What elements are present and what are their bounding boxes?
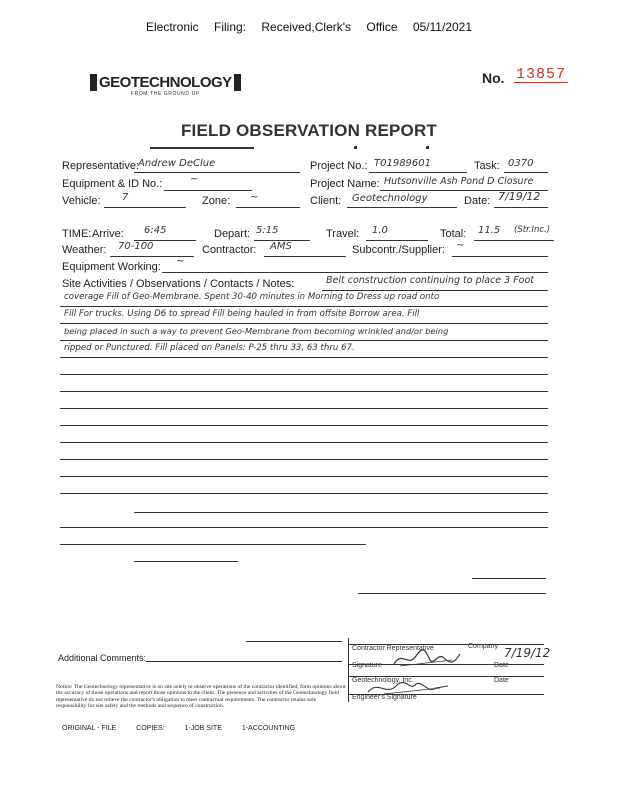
report-number-value: 13857 <box>516 66 567 83</box>
notes-rule <box>60 527 548 528</box>
page-title: FIELD OBSERVATION REPORT <box>180 121 438 140</box>
notes-rule <box>60 476 548 477</box>
client-line <box>347 207 457 208</box>
date-value[interactable]: 7/19/12 <box>498 190 541 203</box>
engineer-signature-label: Engineer's Signature <box>352 694 417 701</box>
site-activities-line-3[interactable]: Fill For trucks. Using D6 to spread Fill being hauled in from offsite Borrow area. Fill <box>64 309 420 319</box>
logo-word: GEOTECHNOLOGY <box>99 74 232 91</box>
project-no-line <box>369 172 467 173</box>
total-label: Total: <box>440 228 467 240</box>
notes-rule <box>472 578 546 579</box>
project-no-value[interactable]: T01989601 <box>374 158 432 169</box>
notes-rule <box>60 544 366 545</box>
contractor-rep-label: Contractor Representative <box>352 645 434 652</box>
date-small-label: Date <box>494 662 509 669</box>
site-activities-line-2[interactable]: coverage Fill of Geo-Membrane. Spent 30-40 minutes in Morning to Dress up road onto <box>64 292 440 302</box>
task-label: Task: <box>474 160 500 172</box>
notes-rule <box>60 391 548 392</box>
filing-stamp <box>0 20 618 34</box>
site-activities-line-1[interactable]: Belt construction continuing to place 3 Foot <box>326 275 535 286</box>
time-label: TIME: <box>62 228 92 240</box>
total-line <box>474 240 554 241</box>
arrive-label: Arrive: <box>92 228 124 240</box>
logo-tagline: FROM THE GROUND UP <box>130 91 200 97</box>
signature-label: Signature <box>352 662 382 669</box>
contractor-label: Contractor: <box>202 244 257 256</box>
notes-rule <box>60 374 548 375</box>
title-dot <box>426 146 429 149</box>
notice-text: Notice: The Geotechnology representative is on site solely to observe operations of the contractor identified, form opinions about the accuracy of those operations and report those opinions to the client. The presence and activities of the Geotechnology field representative do not relieve the contractor's obligation to meet contractual requirements. The contractor retains sole responsibility for site safety and the methods and sequence of construction. <box>56 684 346 710</box>
vehicle-label: Vehicle: <box>62 195 101 207</box>
logo-left-bar-icon <box>90 74 97 91</box>
zone-value[interactable]: ~ <box>250 192 259 203</box>
notes-rule <box>322 290 548 291</box>
representative-value[interactable]: Andrew DeClue <box>138 158 216 169</box>
title-rule-left <box>150 147 254 149</box>
filing-electronic: Electronic <box>145 20 199 34</box>
project-no-label: Project No.: <box>310 160 368 172</box>
geotechnology-logo <box>90 74 241 97</box>
footer-original: ORIGINAL - FILE <box>62 725 117 732</box>
vehicle-line <box>104 207 186 208</box>
client-label: Client: <box>310 195 342 207</box>
site-activities-line-5[interactable]: ripped or Punctured. Fill placed on Panels: P-25 thru 33, 63 thru 67. <box>64 343 355 353</box>
footer-job: 1-JOB SITE <box>184 725 222 732</box>
equipment-line <box>164 190 252 191</box>
distribution-footer <box>62 725 313 732</box>
project-name-value[interactable]: Hutsonville Ash Pond D Closure <box>384 176 534 187</box>
subcontr-value[interactable]: ~ <box>456 240 465 251</box>
travel-value[interactable]: 1.0 <box>372 225 388 236</box>
notes-rule <box>60 340 548 341</box>
comments-rule <box>246 641 342 642</box>
filing-office: Office <box>366 20 398 34</box>
signature-divider <box>348 638 349 702</box>
contractor-signature-icon <box>392 646 462 670</box>
title-dot <box>354 146 357 149</box>
equipment-value[interactable]: ~ <box>190 174 199 185</box>
total-extra[interactable]: (Str.Inc.) <box>514 225 551 235</box>
travel-label: Travel: <box>326 228 360 240</box>
total-value[interactable]: 11.5 <box>478 225 501 236</box>
notes-rule <box>60 306 548 307</box>
site-activities-line-4[interactable]: being placed in such a way to prevent Geo-Membrane from becoming wrinkled and/or being <box>64 326 449 336</box>
zone-label: Zone: <box>202 195 231 207</box>
logo-right-bar-icon <box>234 74 241 91</box>
equipment-working-value[interactable]: ~ <box>176 256 185 267</box>
additional-comments-line <box>146 661 342 662</box>
notes-rule <box>60 425 548 426</box>
contractor-value[interactable]: AMS <box>270 241 292 252</box>
client-value[interactable]: Geotechnology <box>352 193 428 204</box>
site-activities-label: Site Activities / Observations / Contacts / Notes: <box>62 278 295 290</box>
notes-rule <box>60 408 548 409</box>
notes-rule <box>60 323 548 324</box>
vehicle-value[interactable]: 7 <box>122 192 129 203</box>
task-line <box>504 172 548 173</box>
contractor-line <box>264 256 346 257</box>
representative-line <box>134 172 300 173</box>
depart-value[interactable]: 5:15 <box>256 225 279 236</box>
weather-value[interactable]: 70-100 <box>118 241 154 252</box>
footer-copies: COPIES: <box>136 725 165 732</box>
equipment-working-line <box>162 272 548 273</box>
notes-rule <box>134 512 548 513</box>
notes-rule <box>60 357 548 358</box>
equipment-working-label: Equipment Working: <box>62 261 161 273</box>
signature-date-value[interactable]: 7/19/12 <box>504 646 551 660</box>
company-label: Company <box>468 643 498 650</box>
geotech-label: Geotechnology, Inc. <box>352 677 414 684</box>
subcontr-line <box>452 256 548 257</box>
report-number-underline <box>514 82 568 83</box>
notes-rule <box>60 459 548 460</box>
date-small-label-2: Date <box>494 677 509 684</box>
depart-label: Depart: <box>214 228 251 240</box>
notes-rule <box>134 561 238 562</box>
representative-label: Representative: <box>62 160 140 172</box>
date-line <box>494 207 548 208</box>
filing-word: Filing: <box>214 20 247 34</box>
filing-date: 05/11/2021 <box>412 20 473 34</box>
equipment-label: Equipment & ID No.: <box>62 178 163 190</box>
arrive-value[interactable]: 6:45 <box>144 225 167 236</box>
notes-rule <box>358 593 546 594</box>
weather-label: Weather: <box>62 244 107 256</box>
date-label: Date: <box>464 195 491 207</box>
zone-line <box>236 207 300 208</box>
travel-line <box>366 240 428 241</box>
notes-rule <box>60 442 548 443</box>
additional-comments-label: Additional Comments: <box>58 653 147 663</box>
project-name-label: Project Name: <box>310 178 380 190</box>
task-value[interactable]: 0370 <box>508 158 534 169</box>
notes-rule <box>60 493 548 494</box>
filing-received: Received,Clerk's <box>261 20 352 34</box>
subcontr-label: Subcontr./Supplier: <box>352 244 445 256</box>
report-number-label: No. <box>482 70 505 86</box>
footer-accounting: 1-ACCOUNTING <box>241 725 296 732</box>
